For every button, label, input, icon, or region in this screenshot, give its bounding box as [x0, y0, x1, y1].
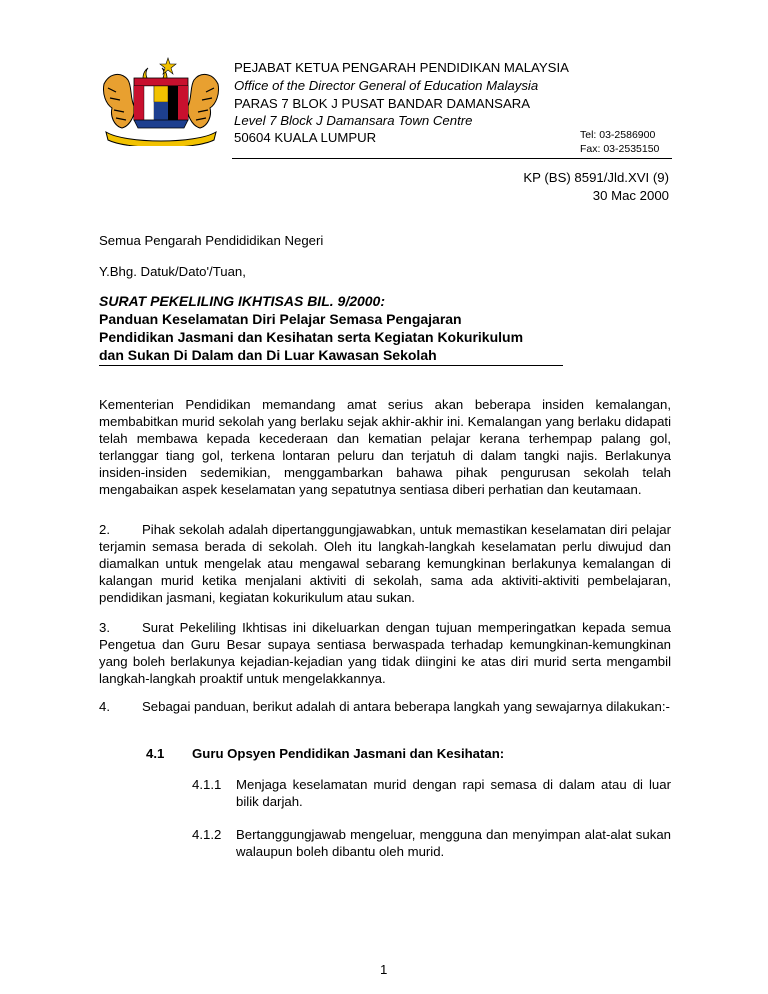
subject-line-2: Panduan Keselamatan Diri Pelajar Semasa Pengajaran	[99, 311, 462, 327]
reference-date: 30 Mac 2000	[592, 188, 669, 203]
paragraph-3-text: Surat Pekeliling Ikhtisas ini dikeluarkan dengan tujuan memperingatkan kepada semua Pengetua dan Guru Besar supaya sentiasa berwaspada terhadap kemungkinan-kemungkinan yang boleh berlakunya kejadian-kejadian yang tidak diingini ke atas diri murid serta mengambil langkah-langkah proaktif untuk mengelakkannya.	[99, 620, 671, 686]
paragraph-4-text: Sebagai panduan, berikut adalah di antara beberapa langkah yang sewajarnya dilakukan:-	[142, 699, 670, 714]
paragraph-2-text: Pihak sekolah adalah dipertanggungjawabkan, untuk memastikan keselamatan diri pelajar terjamin semasa berada di sekolah. Oleh itu langkah-langkah keselamatan perlu diwujud dan diamalkan untuk mengelak atau mengawal sebarang kemungkinan berlakunya kemalangan di kalangan murid ketika menjalani aktiviti di sekolah, sama ada aktiviti-aktiviti pembelajaran, pendidikan jasmani, kegiatan kokurikulum atau sukan.	[99, 522, 671, 605]
letterhead-tel: Tel: 03-2586900	[580, 129, 656, 141]
paragraph-3	[99, 619, 671, 687]
salutation: Y.Bhg. Datuk/Dato'/Tuan,	[99, 264, 246, 279]
paragraph-3-number: 3.	[99, 620, 110, 635]
paragraph-4	[99, 698, 671, 715]
letterhead-address-ms: PARAS 7 BLOK J PUSAT BANDAR DAMANSARA	[234, 96, 531, 111]
coat-of-arms-logo	[96, 54, 226, 146]
subject-title: SURAT PEKELILING IKHTISAS BIL. 9/2000:	[99, 293, 386, 309]
subject-underline	[99, 365, 563, 366]
page-number: 1	[380, 962, 388, 977]
letterhead-org-en: Office of the Director General of Education Malaysia	[234, 78, 539, 93]
item-4-1-1-number: 4.1.1	[192, 777, 222, 792]
letterhead-divider	[232, 158, 672, 159]
letterhead-org-ms: PEJABAT KETUA PENGARAH PENDIDIKAN MALAYSIA	[234, 60, 569, 75]
section-4-1-number: 4.1	[146, 746, 165, 761]
item-4-1-2-text: Bertanggungjawab mengeluar, mengguna dan menyimpan alat-alat sukan walaupun boleh dibantu oleh murid.	[236, 827, 671, 859]
recipient: Semua Pengarah Pendididikan Negeri	[99, 233, 324, 248]
paragraph-2	[99, 521, 671, 606]
subject-line-4: dan Sukan Di Dalam dan Di Luar Kawasan Sekolah	[99, 347, 437, 363]
paragraph-2-number: 2.	[99, 522, 110, 537]
letterhead-fax: Fax: 03-2535150	[580, 143, 660, 155]
section-4-1-title: Guru Opsyen Pendidikan Jasmani dan Kesihatan:	[192, 746, 505, 761]
item-4-1-2-number: 4.1.2	[192, 827, 222, 842]
subject-line-3: Pendidikan Jasmani dan Kesihatan serta Kegiatan Kokurikulum	[99, 329, 524, 345]
letterhead-address-en: Level 7 Block J Damansara Town Centre	[234, 113, 473, 128]
paragraph-1: Kementerian Pendidikan memandang amat serius akan beberapa insiden kemalangan, membabitkan murid sekolah yang berlaku sejak akhir-akhir ini. Kemalangan yang berlaku didapati telah membawa kepada kecederaan dan kematian pelajar kerana terhempap palang gol, terlanggar tiang gol, terkena lontaran peluru dan terjatuh di dalam tangki najis. Berlakunya insiden-insiden sedemikian, menggambarkan bahawa pihak pengurusan sekolah telah mengabaikan aspek keselamatan yang sepatutnya sentiasa diberi perhatian dan keutamaan.	[99, 397, 671, 497]
item-4-1-1-text: Menjaga keselamatan murid dengan rapi semasa di dalam atau di luar bilik darjah.	[236, 777, 671, 809]
reference-number: KP (BS) 8591/Jld.XVI (9)	[523, 170, 669, 185]
paragraph-4-number: 4.	[99, 699, 110, 714]
letterhead-city: 50604 KUALA LUMPUR	[234, 130, 377, 145]
